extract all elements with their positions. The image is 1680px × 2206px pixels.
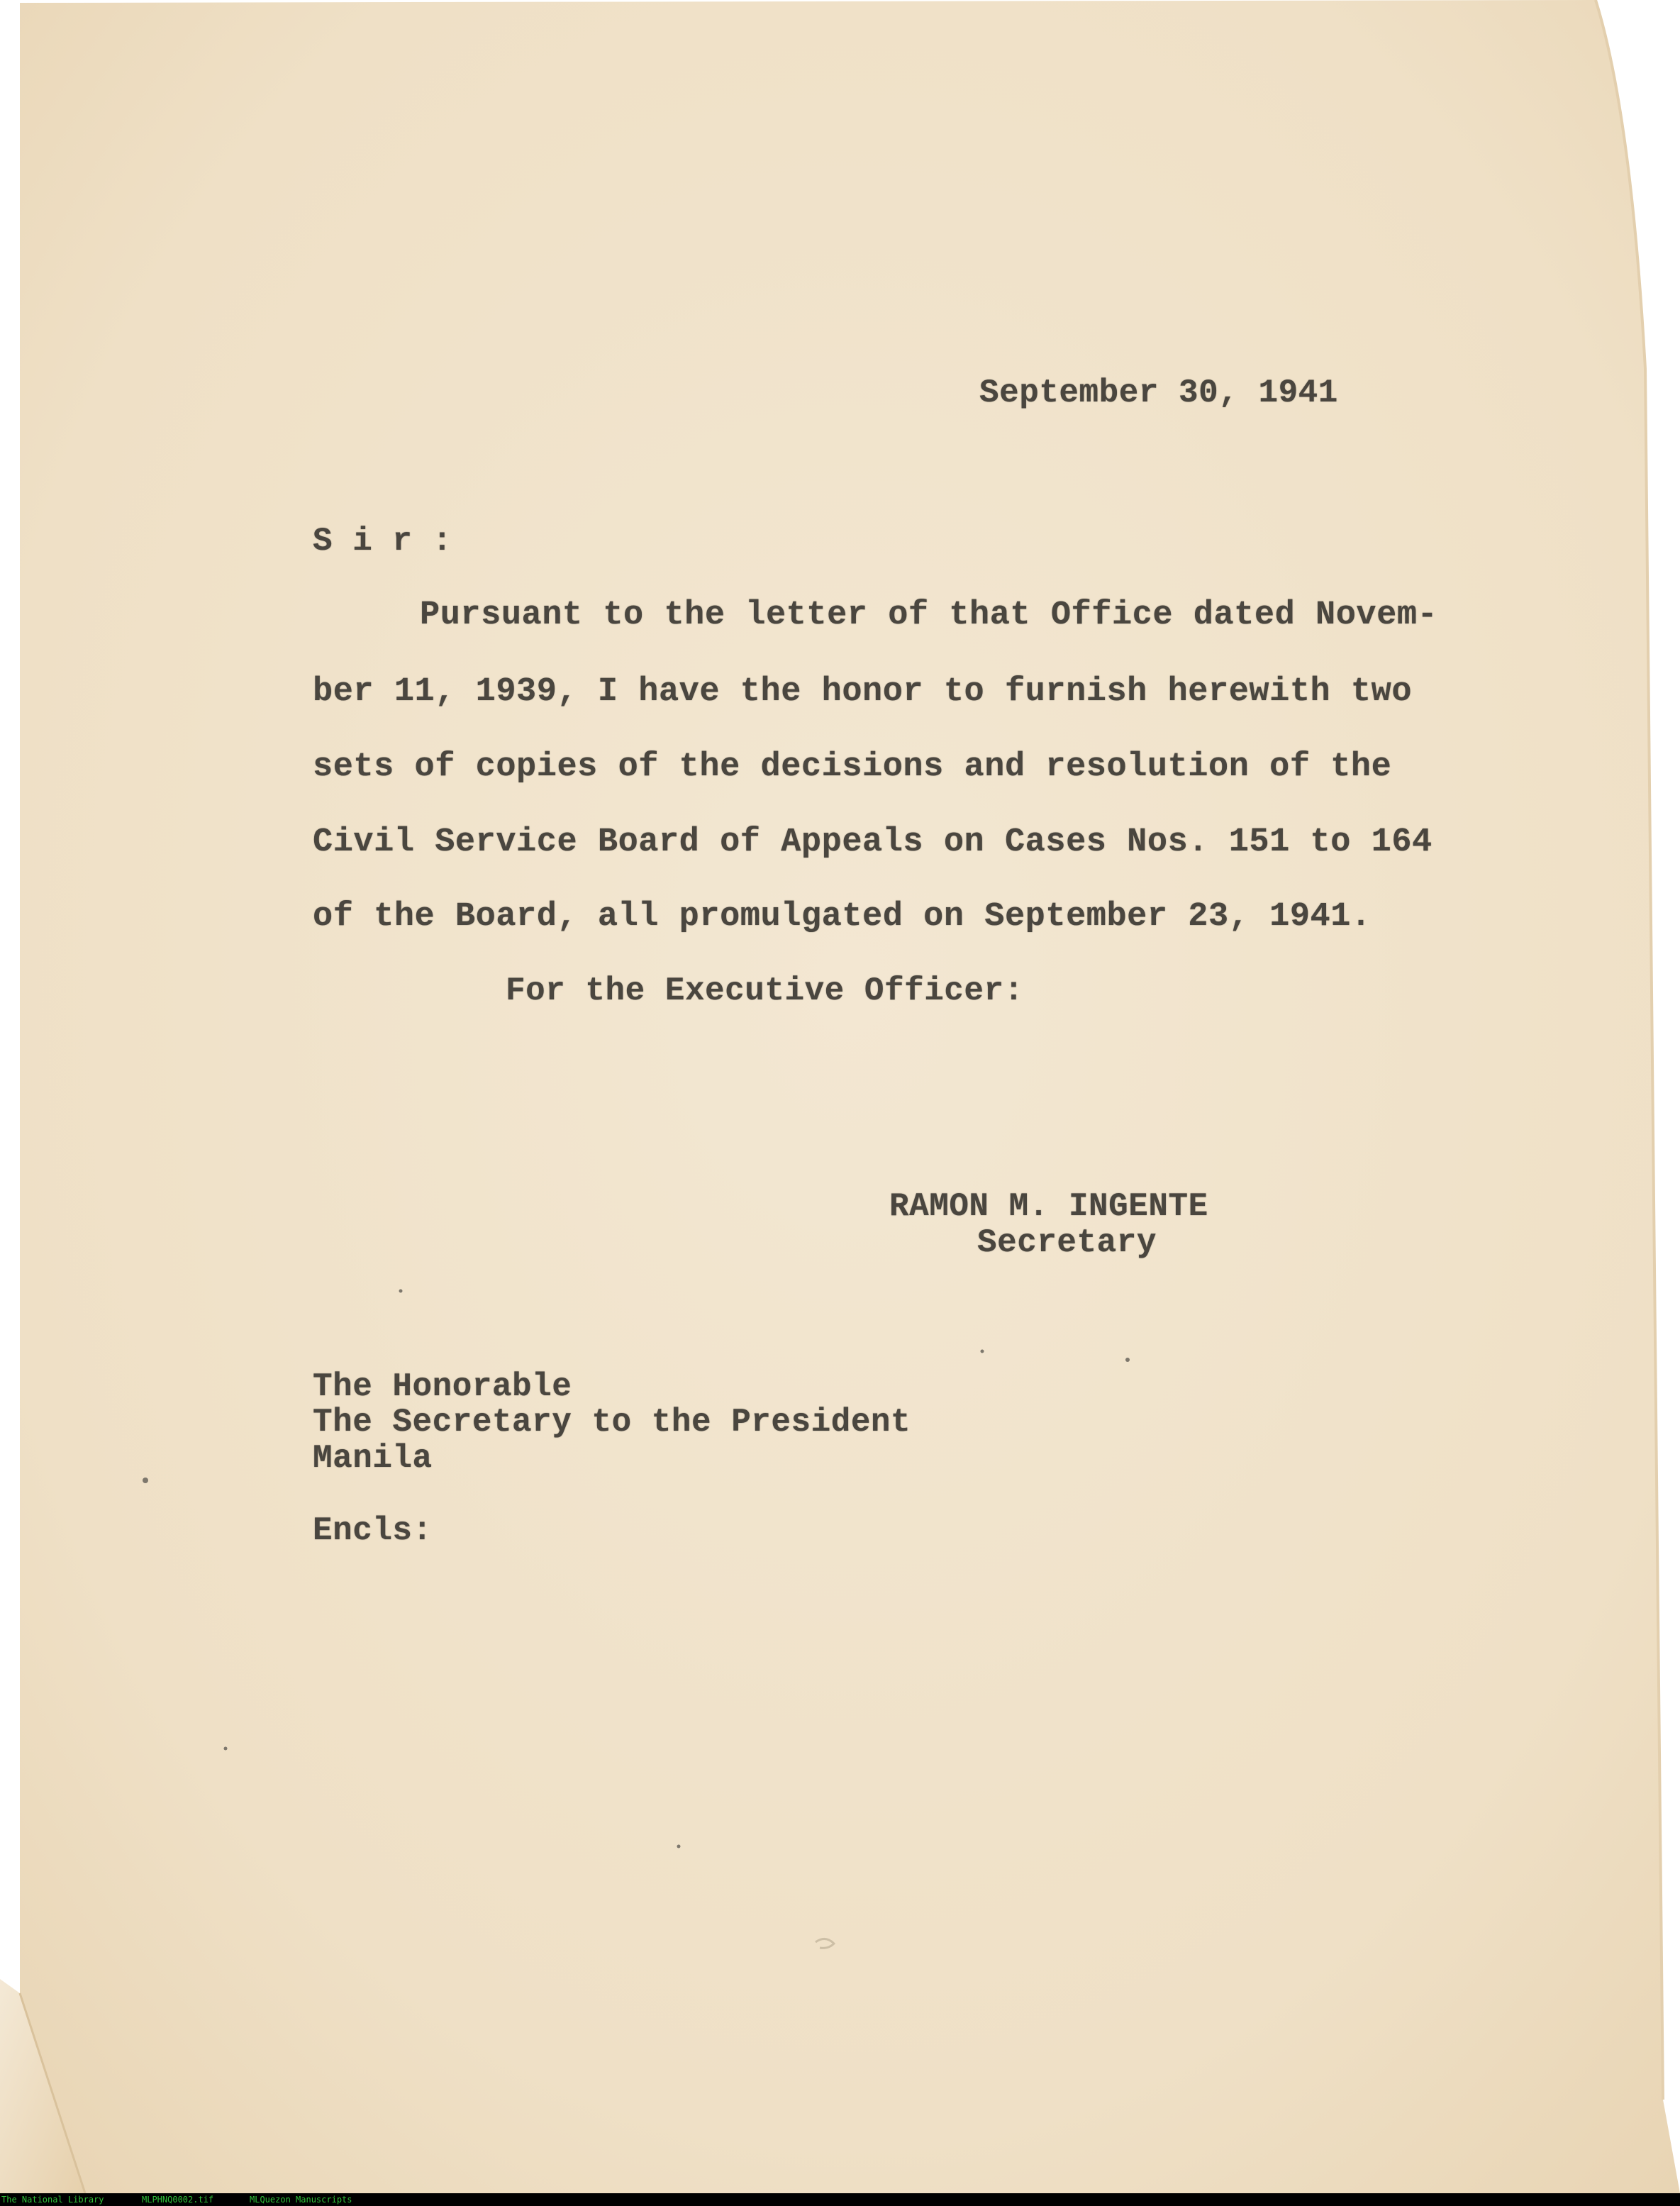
letter-closing: For the Executive Officer: [506,972,1024,1009]
signer-name: RAMON M. INGENTE [889,1188,1208,1225]
paper-speck [981,1350,984,1353]
footer-filename: MLPHNQ0002.tif [142,2195,214,2205]
paper-speck [224,1747,228,1751]
paper-speck [143,1478,148,1483]
body-line-1: Pursuant to the letter of that Office dated Novem- [420,597,1438,634]
footer-library: The National Library [1,2195,104,2205]
addressee-line-1: The Honorable [313,1368,572,1405]
body-line-4: Civil Service Board of Appeals on Cases Nos. 151 to 164 [313,824,1433,861]
paper-speck [399,1290,403,1293]
paper-speck [1125,1358,1130,1362]
letter-date: September 30, 1941 [979,375,1338,411]
body-line-3: sets of copies of the decisions and resolution of the [313,748,1392,786]
archive-footer-bar [0,2193,1680,2206]
body-line-2: ber 11, 1939, I have the honor to furnish herewith two [313,673,1413,711]
enclosure-note: Encls: [313,1512,433,1549]
addressee-line-2: The Secretary to the President [313,1404,911,1441]
addressee-line-3: Manila [313,1440,433,1477]
body-line-5: of the Board, all promulgated on September 23, 1941. [313,898,1372,936]
footer-collection: MLQuezon Manuscripts [250,2195,352,2205]
signer-title: Secretary [977,1224,1157,1261]
letter-salutation: S i r : [313,523,452,560]
paper-speck [677,1845,681,1849]
